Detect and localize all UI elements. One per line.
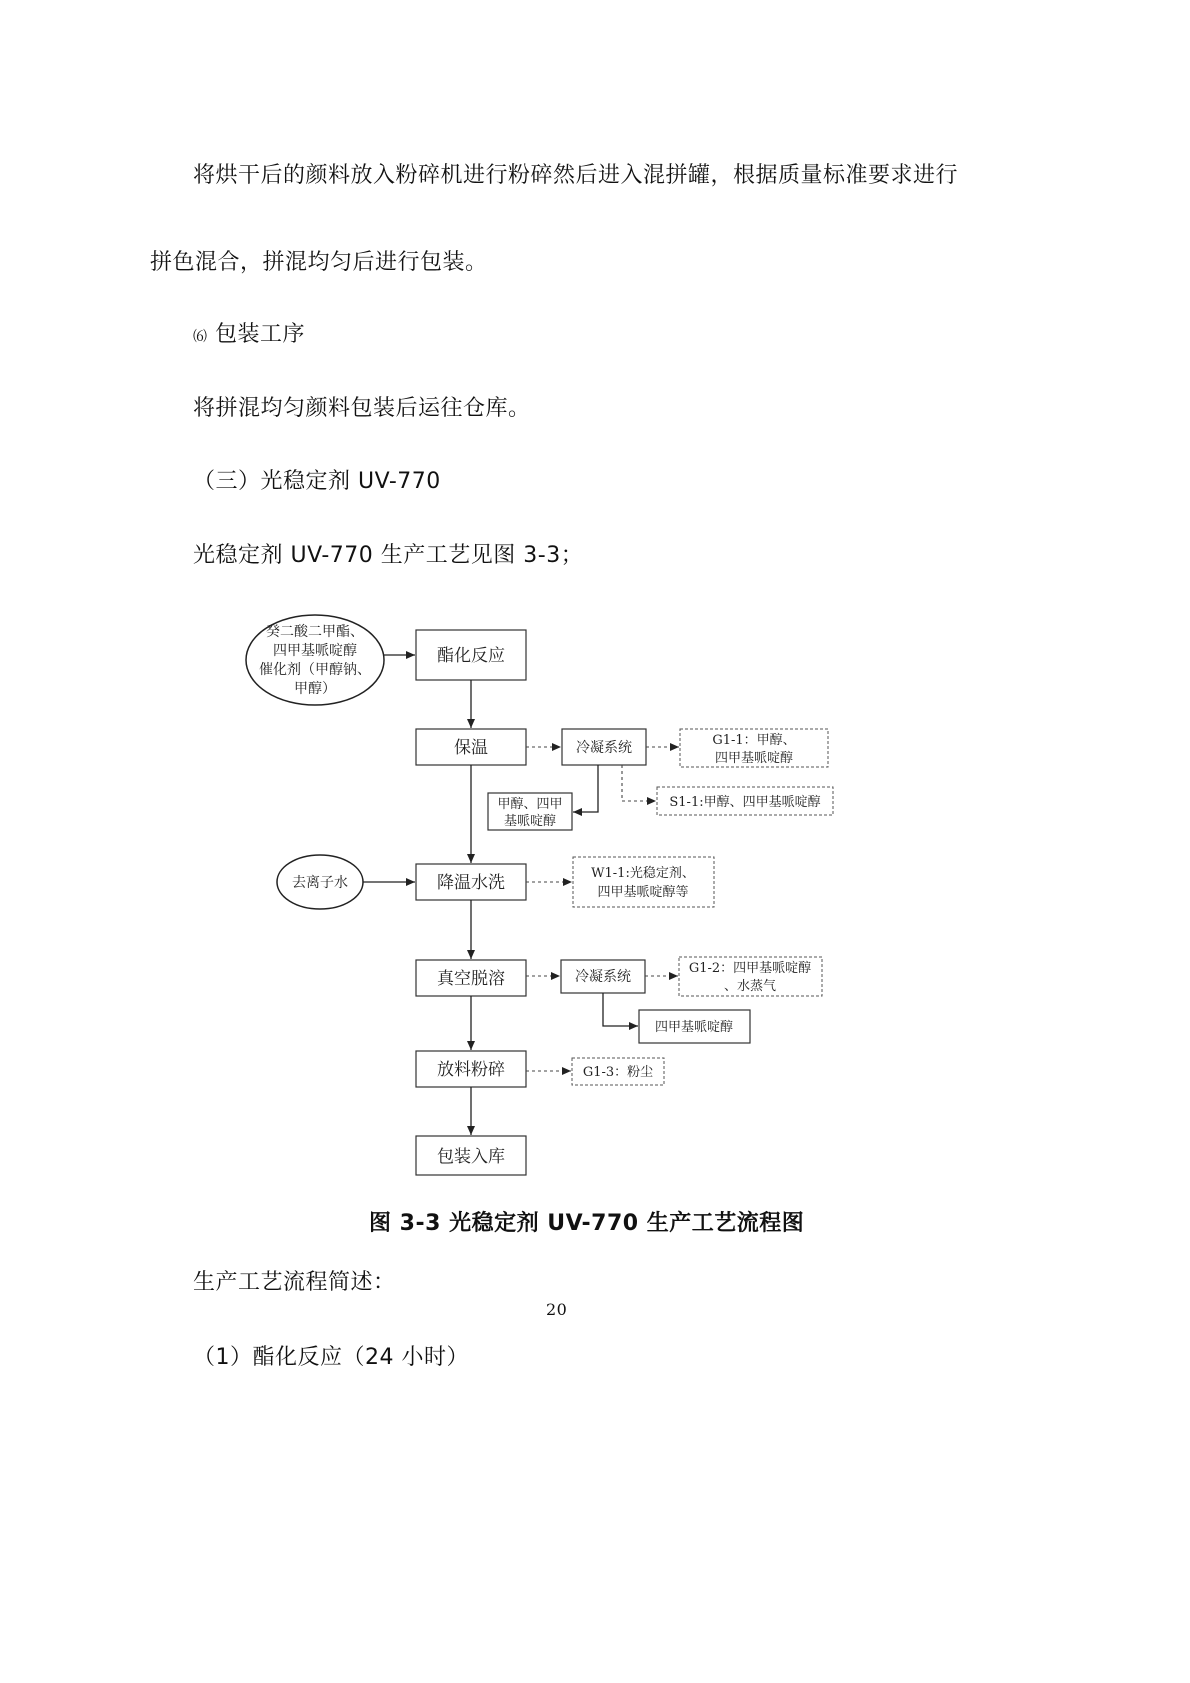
svg-text:四甲基哌啶醇: 四甲基哌啶醇 [654, 1020, 734, 1035]
ellipse-line: 催化剂（甲醇钠、 [259, 662, 371, 678]
recycle-box-2 [639, 1010, 750, 1043]
svg-text:放料粉碎: 放料粉碎 [437, 1060, 505, 1080]
svg-text:甲醇、四甲: 甲醇、四甲 [497, 797, 563, 812]
arrow [603, 993, 638, 1026]
ellipse-line: 甲醇） [294, 681, 336, 697]
page-number: 20 [546, 1300, 568, 1319]
svg-text:S1-1:甲醇、四甲基哌啶醇: S1-1:甲醇、四甲基哌啶醇 [669, 795, 821, 810]
process-box-pack [416, 1136, 526, 1175]
paragraph-line: 将烘干后的颜料放入粉碎机进行粉碎然后进入混拼罐，根据质量标准要求进行 [193, 163, 959, 188]
figure-caption: 图 3-3 光稳定剂 UV-770 生产工艺流程图 [369, 1211, 805, 1236]
deionized-water-ellipse [277, 855, 363, 909]
arrow [573, 765, 598, 812]
emission-box-g13 [572, 1058, 664, 1085]
svg-text:G1-1：甲醇、: G1-1：甲醇、 [712, 733, 796, 748]
emission-box-w11 [573, 857, 714, 907]
ellipse-line: 四甲基哌啶醇 [273, 643, 357, 659]
svg-text:降温水洗: 降温水洗 [437, 873, 505, 893]
svg-text:去离子水: 去离子水 [292, 875, 348, 891]
svg-text:保温: 保温 [454, 738, 488, 758]
process-box-vacuum [416, 960, 526, 996]
section-title: （三）光稳定剂 UV-770 [193, 469, 441, 494]
svg-text:真空脱溶: 真空脱溶 [437, 969, 505, 989]
condenser-box-1 [562, 729, 646, 765]
emission-box-g12 [679, 957, 822, 996]
svg-text:包装入库: 包装入库 [437, 1147, 505, 1167]
raw-materials-ellipse [246, 615, 384, 705]
arrow [622, 765, 656, 801]
ellipse-line: 癸二酸二甲酯、 [266, 624, 364, 640]
svg-text:冷凝系统: 冷凝系统 [576, 740, 632, 756]
emission-box-s11 [657, 787, 833, 815]
svg-text:四甲基哌啶醇等: 四甲基哌啶醇等 [597, 885, 689, 900]
svg-text:四甲基哌啶醇: 四甲基哌啶醇 [714, 751, 794, 766]
paragraph: 将拼混均匀颜料包装后运往仓库。 [193, 396, 531, 421]
svg-text:G1-2：四甲基哌啶醇: G1-2：四甲基哌啶醇 [688, 961, 812, 976]
paragraph-line: 拼色混合，拼混均匀后进行包装。 [150, 250, 488, 275]
svg-text:基哌啶醇: 基哌啶醇 [503, 814, 557, 829]
recycle-box-1 [488, 793, 572, 830]
svg-text:W1-1:光稳定剂、: W1-1:光稳定剂、 [591, 866, 695, 881]
process-box-esterify [416, 630, 526, 680]
process-box-crush [416, 1051, 526, 1087]
paragraph: 生产工艺流程简述： [193, 1270, 396, 1295]
svg-text:酯化反应: 酯化反应 [437, 646, 505, 666]
condenser-box-2 [561, 960, 645, 993]
emission-box-g11 [680, 729, 828, 767]
svg-text:冷凝系统: 冷凝系统 [575, 969, 631, 985]
heading-text: 包装工序 [215, 322, 306, 347]
subsection-title: （1）酯化反应（24 小时） [193, 1345, 469, 1370]
heading-number: ⑹ [193, 329, 208, 345]
process-box-wash [416, 864, 526, 900]
process-box-hold [416, 729, 526, 765]
paragraph: 光稳定剂 UV-770 生产工艺见图 3-3； [193, 543, 584, 568]
svg-text:、水蒸气: 、水蒸气 [723, 979, 777, 994]
svg-text:G1-3：粉尘: G1-3：粉尘 [582, 1065, 654, 1080]
